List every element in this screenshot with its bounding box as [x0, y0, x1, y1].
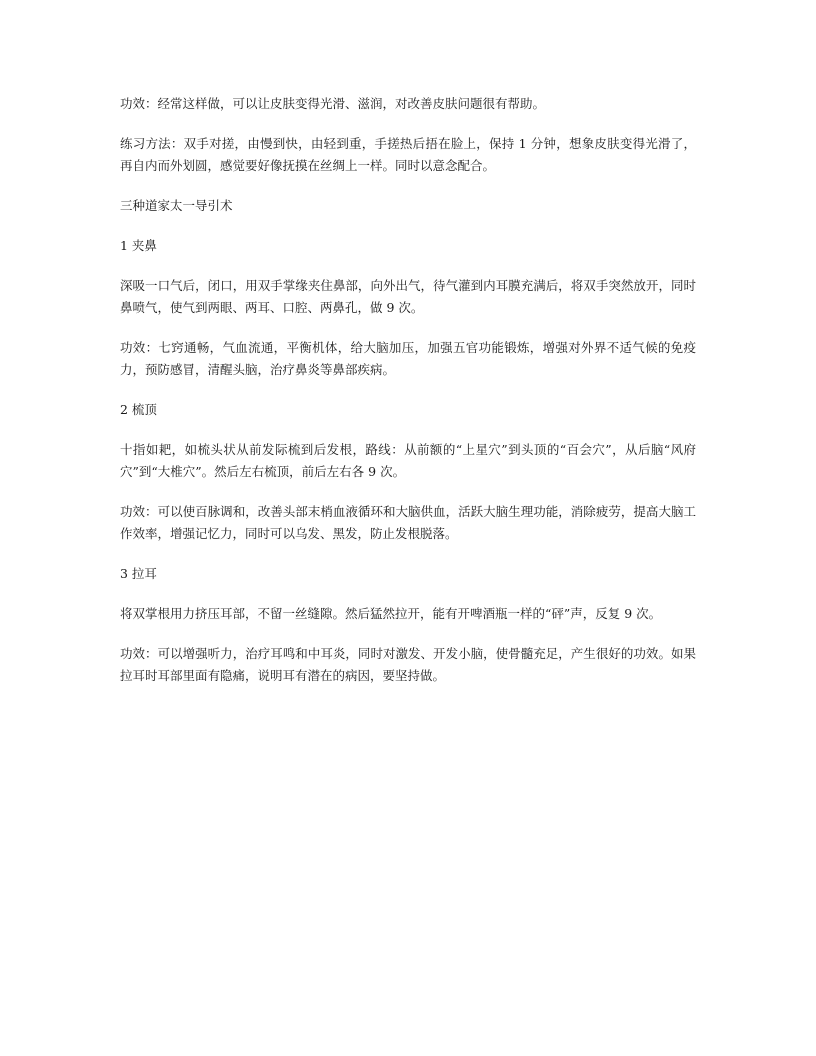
section-heading: 三种道家太一导引术 [120, 198, 233, 213]
subheading-ear: 3 拉耳 [120, 566, 157, 581]
paragraph-practice-method: 练习方法：双手对搓，由慢到快，由轻到重，手搓热后捂在脸上，保持 1 分钟，想象皮肤变得光滑了， 再自内而外划圆，感觉要好像抚摸在丝绸上一样。同时以意念配合。 [120, 136, 696, 173]
paragraph-ear-method: 将双掌根用力挤压耳部，不留一丝缝隙。然后猛然拉开，能有开啤酒瓶一样的“砰”声，反复 9 次。 [120, 606, 662, 621]
paragraph-skin-benefit: 功效：经常这样做，可以让皮肤变得光滑、滋润，对改善皮肤问题很有帮助。 [120, 96, 546, 111]
paragraph-ear-benefit: 功效：可以增强听力，治疗耳鸣和中耳炎，同时对激发、开发小脑，使骨髓充足，产生很好的功效。如果拉耳时耳部里面有隐痛，说明耳有潜在的病因，要坚持做。 [120, 646, 696, 683]
paragraph-scalp-method: 十指如耙，如梳头状从前发际梳到后发根，路线：从前额的“上星穴”到头顶的“百会穴”，从后脑“风府穴”到“大椎穴”。然后左右梳顶，前后左右各 9 次。 [120, 442, 696, 479]
paragraph-nose-method: 深吸一口气后，闭口，用双手掌缘夹住鼻部，向外出气，待气灌到内耳膜充满后，将双手突然放开，同时鼻喷气，使气到两眼、两耳、口腔、两鼻孔，做 9 次。 [120, 278, 696, 315]
subheading-nose: 1 夹鼻 [120, 238, 157, 253]
document-page [120, 93, 696, 705]
paragraph-scalp-benefit: 功效：可以使百脉调和，改善头部末梢血液循环和大脑供血，活跃大脑生理功能，消除疲劳，提高大脑工作效率，增强记忆力，同时可以乌发、黑发，防止发根脱落。 [120, 504, 696, 541]
paragraph-nose-benefit: 功效：七窍通畅，气血流通，平衡机体，给大脑加压，加强五官功能锻炼，增强对外界不适气候的免疫力，预防感冒，清醒头脑，治疗鼻炎等鼻部疾病。 [120, 340, 696, 377]
subheading-scalp: 2 梳顶 [120, 402, 157, 417]
